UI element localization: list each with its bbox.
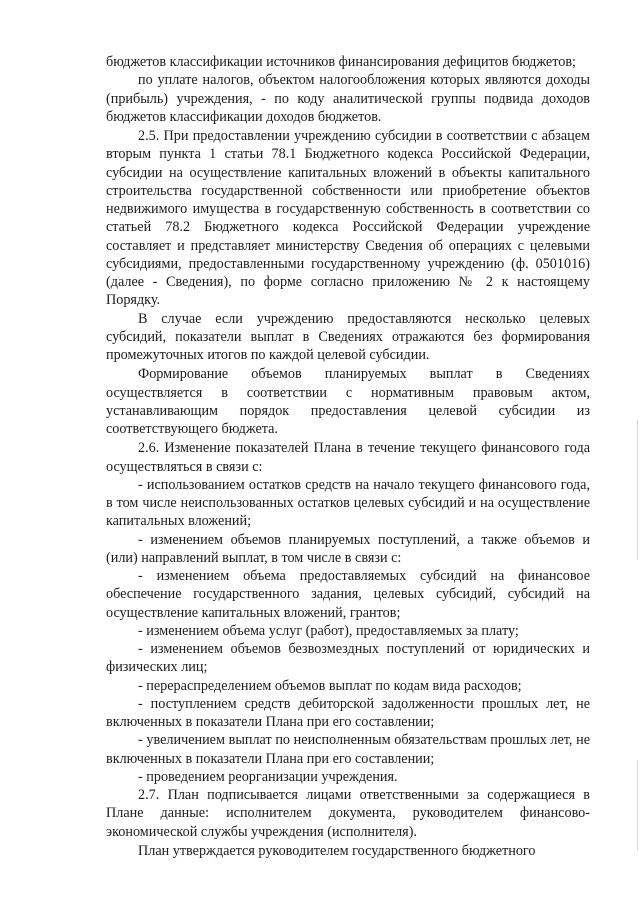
document-body <box>106 53 590 860</box>
paragraph: 2.5. При предоставлении учреждению субсидии в соответствии с абзацем вторым пункта 1 статьи 78.1 Бюджетного кодекса Российской Федерации, субсидии на осуществление капитальных вложений в объекты капитального строительства государственной собственности или приобретение объектов недвижимого имущества в государственную собственность в соответствии со статьей 78.2 Бюджетного кодекса Российской Федерации учреждение составляет и представляет министерству Сведения об операциях с целевыми субсидиями, предоставленными государственному учреждению (ф. 0501016) (далее - Сведения), по форме согласно приложению № 2 к настоящему Порядку. <box>106 128 590 309</box>
scan-edge-mark <box>637 420 638 560</box>
paragraph: В случае если учреждению предоставляются несколько целевых субсидий, показатели выплат в Сведениях отражаются без формирования промежуточных итогов по каждой целевой субсидии. <box>106 310 590 363</box>
scan-edge-mark <box>637 760 638 850</box>
paragraph: План утверждается руководителем государственного бюджетного <box>138 842 536 859</box>
paragraph: Формирование объемов планируемых выплат в Сведениях осуществляется в соответствии с нормативным правовым актом, устанавливающим порядок предоставления целевой субсидии из соответствующего бюджета. <box>106 366 590 437</box>
list-item: - использованием остатков средств на начало текущего финансового года, в том числе неиспользованных остатков целевых субсидий и на осуществление капитальных вложений; <box>106 476 590 530</box>
list-item: - изменением объемов планируемых поступлений, а также объемов и (или) направлений выплат, в том числе в связи с: <box>106 531 590 566</box>
paragraph: 2.6. Изменение показателей Плана в течение текущего финансового года осуществляться в связи с: <box>106 440 590 475</box>
list-item: - поступлением средств дебиторской задолженности прошлых лет, не включенных в показатели Плана при его составлении; <box>106 695 590 730</box>
list-item: - изменением объемов безвозмездных поступлений от юридических и физических лиц; <box>106 641 590 676</box>
list-item: - проведением реорганизации учреждения. <box>138 768 398 785</box>
paragraph: по уплате налогов, объектом налогообложения которых являются доходы (прибыль) учреждения, - по коду аналитической группы подвида доходов бюджетов классификации доходов бюджетов. <box>106 72 590 125</box>
list-item: - изменением объема предоставляемых субсидий на финансовое обеспечение государственного задания, целевых субсидий, субсидий на осуществление капитальных вложений, грантов; <box>106 568 590 621</box>
list-item: - перераспределением объемов выплат по кодам вида расходов; <box>138 677 522 694</box>
paragraph: бюджетов классификации источников финансирования дефицитов бюджетов; <box>106 54 576 70</box>
list-item: - изменением объема услуг (работ), предоставляемых за плату; <box>138 622 519 639</box>
list-item: - увеличением выплат по неисполненным обязательствам прошлых лет, не включенных в показатели Плана при его составлении; <box>106 732 590 767</box>
paragraph: 2.7. План подписывается лицами ответственными за содержащиеся в Плане данные: исполнителем документа, руководителем финансово-экономической службы учреждения (исполнителя). <box>106 787 590 840</box>
